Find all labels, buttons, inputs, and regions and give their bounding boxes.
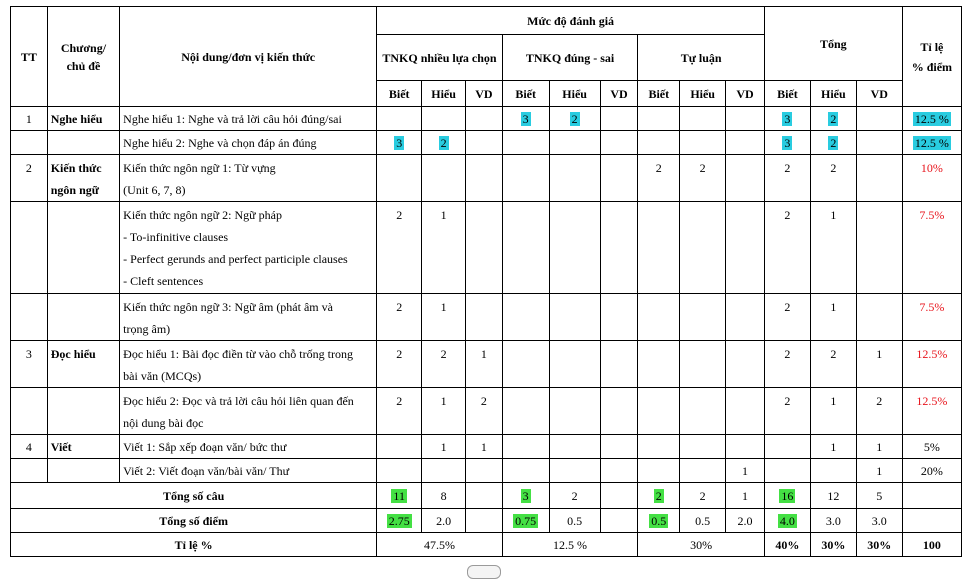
mcq-vd-value: 1: [466, 435, 503, 459]
header-content: Nội dung/đơn vị kiến thức: [120, 7, 377, 107]
total-biet-value: 3: [784, 135, 791, 150]
topic-cell: Đọc hiểu: [47, 341, 119, 388]
tf-biet-value: 0.75: [515, 513, 537, 528]
mcq-hieu-value: 1: [422, 294, 466, 341]
total-hieu-value: 1: [810, 202, 856, 294]
ratio-value: 7.5%: [902, 202, 961, 294]
mcq-biet-value: 3: [396, 135, 403, 150]
content-cell: Đọc hiểu 1: Bài đọc điền từ vào chỗ trống trong bài văn (MCQs): [120, 341, 377, 388]
topic-cell: Kiến thức ngôn ngữ: [47, 155, 119, 202]
header-biet: Biết: [502, 81, 549, 107]
grand-total-ratio: 100: [902, 533, 961, 557]
content-cell: Viết 1: Sắp xếp đoạn văn/ bức thư: [120, 435, 377, 459]
mcq-hieu-value: 1: [422, 388, 466, 435]
header-biet: Biết: [638, 81, 680, 107]
mcq-biet-value: 2: [377, 341, 422, 388]
total-vd-value: 2: [856, 388, 902, 435]
essay-vd-value: 1: [726, 459, 765, 483]
table-row: [11, 155, 962, 202]
tf-ratio-value: 12.5 %: [502, 533, 638, 557]
ratio-value: 12.5 %: [914, 135, 949, 150]
header-chapter: Chương/ chủ đề: [47, 7, 119, 107]
tf-hieu-value: 2: [549, 483, 600, 509]
tf-hieu-value: 2: [571, 111, 578, 126]
essay-hieu-value: 2: [680, 483, 726, 509]
header-group-essay: Tự luận: [638, 35, 765, 81]
ratio-value: 12.5%: [902, 341, 961, 388]
content-cell: Kiến thức ngôn ngữ 2: Ngữ pháp - To-infinitive clauses - Perfect gerunds and perfect participle clauses - Cleft sentences: [120, 202, 377, 294]
mcq-vd-value: 1: [466, 341, 503, 388]
summary-points-label: Tổng số điểm: [11, 509, 377, 533]
ratio-value: 12.5 %: [914, 111, 949, 126]
mcq-biet-value: 2: [377, 294, 422, 341]
content-cell: Kiến thức ngôn ngữ 1: Từ vựng (Unit 6, 7, 8): [120, 155, 377, 202]
mcq-biet-value: 11: [393, 488, 405, 503]
mcq-hieu-value: 8: [422, 483, 466, 509]
table-row: [11, 294, 962, 341]
essay-hieu-value: 0.5: [680, 509, 726, 533]
total-biet-value: 16: [781, 488, 794, 503]
table-row: [11, 107, 962, 131]
total-biet-value: 4.0: [779, 513, 795, 528]
summary-count-label: Tổng số câu: [11, 483, 377, 509]
summary-ratio-label: Tỉ lệ %: [11, 533, 377, 557]
header-hieu: Hiểu: [422, 81, 466, 107]
essay-ratio-value: 30%: [638, 533, 765, 557]
mcq-biet-value: 2: [377, 202, 422, 294]
table-row: [11, 435, 962, 459]
total-hieu-value: 2: [830, 111, 837, 126]
ratio-value: 12.5%: [902, 388, 961, 435]
assessment-matrix-table: [10, 6, 962, 557]
summary-row-ratio: [11, 533, 962, 557]
mcq-biet-value: 2: [377, 388, 422, 435]
header-hieu: Hiểu: [810, 81, 856, 107]
mcq-hieu-value: 2: [422, 341, 466, 388]
table-row: [11, 341, 962, 388]
ratio-value: 7.5%: [902, 294, 961, 341]
header-vd: VD: [856, 81, 902, 107]
ratio-value: 20%: [902, 459, 961, 483]
table-row: [11, 388, 962, 435]
header-hieu: Hiểu: [680, 81, 726, 107]
ratio-value: 5%: [902, 435, 961, 459]
total-hieu-value: 2: [810, 341, 856, 388]
content-cell: Đọc hiểu 2: Đọc và trả lời câu hỏi liên quan đến nội dung bài đọc: [120, 388, 377, 435]
total-biet-ratio: 40%: [764, 533, 810, 557]
mcq-hieu-value: 2.0: [422, 509, 466, 533]
header-ratio: Tỉ lệ % điểm: [902, 7, 961, 107]
essay-biet-value: 2: [638, 155, 680, 202]
tf-hieu-value: 0.5: [549, 509, 600, 533]
total-hieu-value: 2: [810, 155, 856, 202]
content-cell: Kiến thức ngôn ngữ 3: Ngữ âm (phát âm và trọng âm): [120, 294, 377, 341]
total-vd-value: 5: [856, 483, 902, 509]
essay-hieu-value: 2: [680, 155, 726, 202]
header-tt: TT: [11, 7, 48, 107]
total-biet-value: 2: [764, 155, 810, 202]
total-vd-value: 3.0: [856, 509, 902, 533]
essay-vd-value: 2.0: [726, 509, 765, 533]
header-biet: Biết: [764, 81, 810, 107]
table-row: [11, 459, 962, 483]
mcq-hieu-value: 1: [422, 202, 466, 294]
content-cell: Nghe hiểu 1: Nghe và trả lời câu hỏi đúng/sai: [120, 107, 377, 131]
scroll-handle[interactable]: [467, 565, 501, 579]
total-vd-value: 1: [856, 341, 902, 388]
content-cell: Nghe hiểu 2: Nghe và chọn đáp án đúng: [120, 131, 377, 155]
total-vd-value: 1: [856, 435, 902, 459]
summary-row-count: [11, 483, 962, 509]
row-number: 4: [11, 435, 48, 459]
row-number: 3: [11, 341, 48, 388]
row-number: 1: [11, 107, 48, 131]
mcq-vd-value: 2: [466, 388, 503, 435]
summary-row-points: [11, 509, 962, 533]
total-hieu-value: 1: [810, 435, 856, 459]
header-total: Tổng: [764, 7, 902, 81]
total-biet-value: 3: [784, 111, 791, 126]
total-biet-value: 2: [764, 341, 810, 388]
topic-cell: Nghe hiểu: [47, 107, 119, 131]
header-biet: Biết: [377, 81, 422, 107]
row-number: 2: [11, 155, 48, 202]
header-group-mcq: TNKQ nhiều lựa chọn: [377, 35, 502, 81]
header-vd: VD: [466, 81, 503, 107]
header-levels: Mức độ đánh giá: [377, 7, 765, 35]
mcq-ratio-value: 47.5%: [377, 533, 502, 557]
mcq-hieu-value: 1: [422, 435, 466, 459]
total-biet-value: 2: [764, 294, 810, 341]
total-hieu-value: 3.0: [810, 509, 856, 533]
total-vd-ratio: 30%: [856, 533, 902, 557]
total-hieu-value: 12: [810, 483, 856, 509]
tf-biet-value: 3: [522, 488, 529, 503]
header-hieu: Hiểu: [549, 81, 600, 107]
total-biet-value: 2: [764, 388, 810, 435]
total-hieu-value: 1: [810, 388, 856, 435]
total-hieu-value: 2: [830, 135, 837, 150]
ratio-value: 10%: [902, 155, 961, 202]
content-cell: Viết 2: Viết đoạn văn/bài văn/ Thư: [120, 459, 377, 483]
total-vd-value: 1: [856, 459, 902, 483]
tf-biet-value: 3: [522, 111, 529, 126]
mcq-hieu-value: 2: [440, 135, 447, 150]
header-vd: VD: [726, 81, 765, 107]
essay-biet-value: 0.5: [651, 513, 667, 528]
header-vd: VD: [600, 81, 638, 107]
table-row: [11, 131, 962, 155]
mcq-biet-value: 2.75: [388, 513, 410, 528]
total-hieu-value: 1: [810, 294, 856, 341]
header-group-tf: TNKQ đúng - sai: [502, 35, 638, 81]
essay-vd-value: 1: [726, 483, 765, 509]
total-biet-value: 2: [764, 202, 810, 294]
table-row: [11, 202, 962, 294]
topic-cell: Viết: [47, 435, 119, 459]
essay-biet-value: 2: [655, 488, 662, 503]
total-hieu-ratio: 30%: [810, 533, 856, 557]
